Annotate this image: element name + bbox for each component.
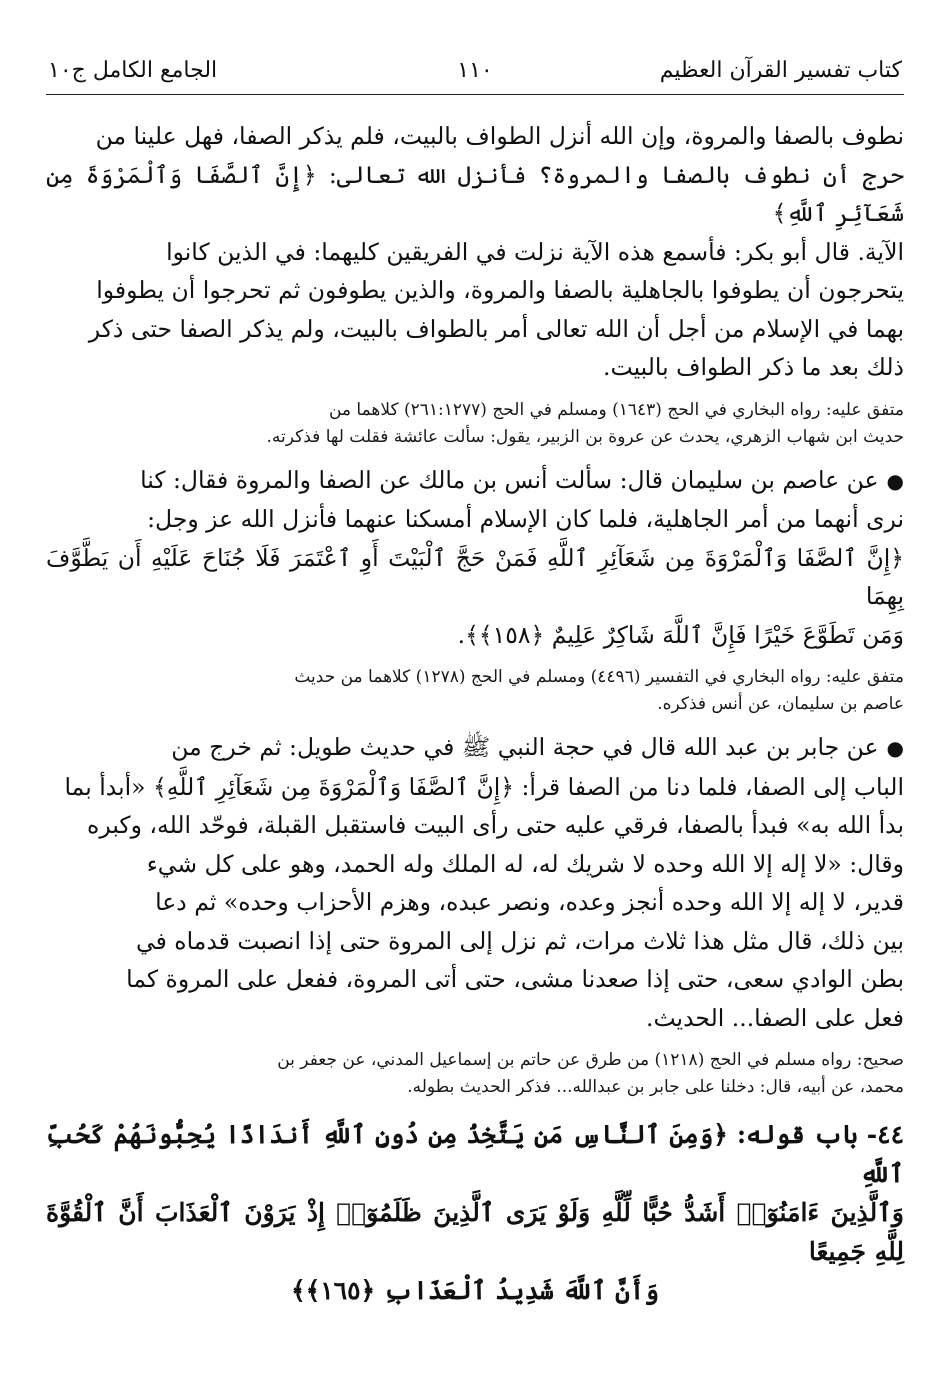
takhrij-note-1 — [46, 397, 904, 451]
bullet-marker: ● — [886, 736, 904, 760]
text-line — [46, 728, 904, 768]
text-line: فعل على الصفا... الحديث. — [646, 1003, 904, 1032]
note-line: صحيح: رواه مسلم في الحج (١٢١٨) من طرق عن حاتم بن إسماعيل المدني، عن جعفر بن — [277, 1050, 904, 1070]
bullet-marker: ● — [886, 468, 904, 493]
heading-line: ٤٤- باب قوله: ﴿وَمِنَ ٱلنَّاسِ مَن يَتَّخِذُ مِن دُونِ ٱللَّهِ أَندَادًا يُحِبُّونَهُمْ كَحُبِّ ٱللَّهِ — [46, 1120, 904, 1188]
note-line: متفق عليه: رواه البخاري في التفسير (٤٤٩٦) ومسلم في الحج (١٢٧٨) كلاهما من حديث — [294, 667, 904, 687]
text-line: ذلك بعد ما ذكر الطواف بالبيت. — [603, 353, 904, 381]
text-line: نرى أنهما من أمر الجاهلية، فلما كان الإسلام أمسكنا عنهما فأنزل الله عز وجل: — [147, 505, 904, 533]
text-line-content: عن جابر بن عبد الله قال في حجة النبي ﷺ في حديث طويل: ثم خرج من — [171, 733, 879, 761]
book-page — [46, 52, 904, 1310]
text-line: بدأ الله به» فبدأ بالصفا، فرقي عليه حتى رأى البيت فاستقبل القبلة، فوحّد الله، وكبره — [87, 811, 904, 839]
note-line: حديث ابن شهاب الزهري، يحدث عن عروة بن الزبير، يقول: سألت عائشة فقلت لها فذكرته. — [266, 426, 904, 447]
heading-line: وَأَنَّ ٱللَّهَ شَدِيدُ ٱلْعَذَابِ ﴿١٦٥﴾﴾ — [290, 1276, 660, 1305]
text-line: بين ذلك، قال مثل هذا ثلاث مرات، ثم نزل إلى المروة حتى إذا انصبت قدماه في — [136, 926, 904, 955]
hadith-paragraph-1 — [46, 117, 904, 387]
text-line: الباب إلى الصفا، فلما دنا من الصفا قرأ: ﴿إِنَّ ٱلصَّفَا وَٱلْمَرْوَةَ مِن شَعَآئِرِ ٱللَّهِ﴾ «أبدأ بما — [64, 772, 904, 801]
chapter-heading — [46, 1115, 904, 1310]
text-line — [46, 461, 904, 501]
page-header — [46, 52, 904, 95]
text-line: وقال: «لا إله إلا الله وحده لا شريك له، له الملك وله الحمد، وهو على كل شيء — [146, 849, 904, 878]
takhrij-note-3 — [46, 1047, 904, 1101]
hadith-paragraph-2 — [46, 461, 904, 655]
note-line: عاصم بن سليمان، عن أنس فذكره. — [657, 694, 904, 714]
takhrij-note-2 — [46, 664, 904, 718]
heading-line: وَٱلَّذِينَ ءَامَنُوٓا۟ أَشَدُّ حُبًّا لِّلَّهِ وَلَوْ يَرَى ٱلَّذِينَ ظَلَمُوٓا۟ إِذْ يَرَوْنَ ٱلْعَذَابَ أَنَّ ٱلْقُوَّةَ لِلَّهِ جَمِيعًا — [46, 1198, 904, 1266]
text-line: نطوف بالصفا والمروة، وإن الله أنزل الطواف بالبيت، فلم يذكر الصفا، فهل علينا من — [95, 122, 904, 150]
quran-verse-line: وَمَن تَطَوَّعَ خَيْرًا فَإِنَّ ٱللَّهَ شَاكِرٌ عَلِيمٌ ﴿١٥٨﴾﴾. — [457, 620, 904, 649]
text-line: يتحرجون أن يطوفوا بالجاهلية بالصفا والمروة، والذين يطوفون ثم تحرجوا أن يطوفوا — [96, 276, 904, 304]
text-line: الآية. قال أبو بكر: فأسمع هذه الآية نزلت في الفريقين كليهما: في الذين كانوا — [166, 237, 904, 266]
text-line: قدير، لا إله إلا الله وحده أنجز وعده، ونصر عبده، وهزم الأحزاب وحده» ثم دعا — [155, 888, 904, 916]
text-line: بهما في الإسلام من أجل أن الله تعالى أمر بالطواف بالبيت، ولم يذكر الصفا حتى ذكر — [88, 314, 904, 343]
book-title: كتاب تفسير القرآن العظيم — [659, 58, 902, 83]
hadith-paragraph-3 — [46, 728, 904, 1037]
quran-verse-line: ﴿إِنَّ ٱلصَّفَا وَٱلْمَرْوَةَ مِن شَعَآئِرِ ٱللَّهِ فَمَنْ حَجَّ ٱلْبَيْتَ أَوِ ٱعْتَمَرَ فَلَا جُنَاحَ عَلَيْهِ أَن يَطَّوَّفَ بِهِمَا — [46, 543, 904, 610]
note-line: محمد، عن أبيه، قال: دخلنا على جابر بن عبدالله... فذكر الحديث بطوله. — [407, 1077, 904, 1097]
volume-label: الجامع الكامل ج١٠ — [48, 58, 218, 83]
text-line: بطن الوادي سعى، حتى إذا صعدنا مشى، حتى أتى المروة، ففعل على المروة كما — [126, 965, 904, 993]
text-line: حرج أن نطوف بالصفا والمروة؟ فأنزل الله تعالى: ﴿إِنَّ ٱلصَّفَا وَٱلْمَرْوَةَ مِن شَعَآئِرِ ٱللَّهِ﴾ — [46, 160, 904, 227]
text-line-content: عن عاصم بن سليمان قال: سألت أنس بن مالك عن الصفا والمروة فقال: كنا — [140, 465, 879, 494]
note-line: متفق عليه: رواه البخاري في الحج (١٦٤٣) ومسلم في الحج (٢٦١:١٢٧٧) كلاهما من — [328, 399, 904, 420]
page-number: ١١٠ — [457, 58, 493, 83]
